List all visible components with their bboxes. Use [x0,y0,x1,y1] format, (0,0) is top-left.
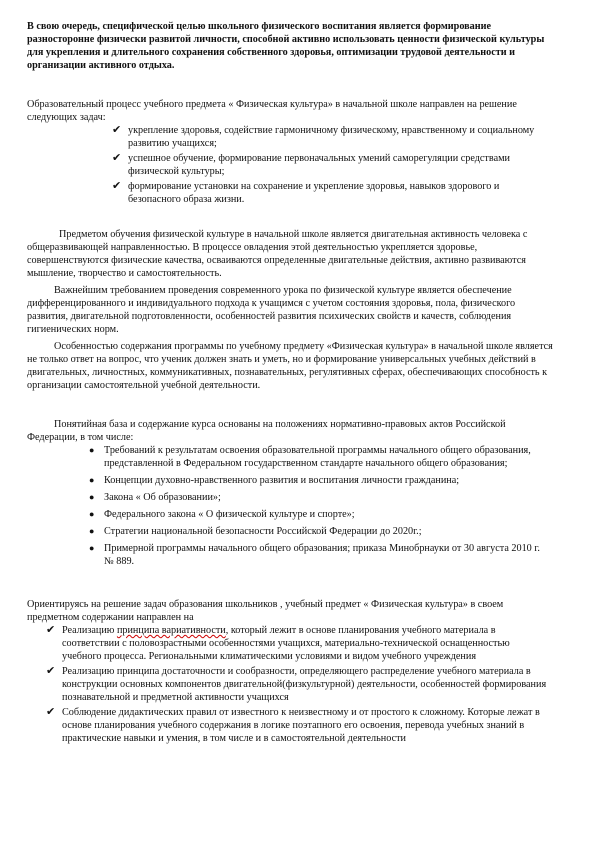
basis-item: ● Требований к результатам освоения образовательной программы начального общего образования, представленной в Федеральном государственном стандарте начального общего образования; [89,445,531,469]
checkmark-icon: ✔ [46,624,56,636]
task-item: ✔ успешное обучение, формирование первоначальных умений саморегуляции средствами физической культуры; [112,152,510,177]
checkmark-icon: ✔ [46,706,56,718]
checkmark-icon: ✔ [112,180,122,192]
checkmark-icon: ✔ [112,152,122,164]
orientation-item: ✔ Реализацию принципа вариативности, который лежит в основе планирования учебного материала в соответствии с половозрастными особенностями учащихся, материально-технической оснащенностью учебного процесса. Региональными климатическими условиями и видом учебного учреждения [46,624,510,662]
basis-item: ● Федерального закона « О физической культуре и спорте»; [89,509,355,520]
bullet-icon: ● [89,543,95,553]
bullet-icon: ● [89,445,95,455]
requirement-paragraph: Важнейшим требованием проведения современного урока по физической культуре является обеспечение дифференцированного и индивидуального подхода к учащимся с учетом состояния здоровья, пола, физического развития, двигательной подготовленности, особенностей развития психических свойств и качеств, соблюдения гигиенических норм. [27,285,516,335]
checkmark-icon: ✔ [46,665,56,677]
basis-paragraph: Понятийная база и содержание курса основаны на положениях нормативно-правовых актов Российской Федерации, в том числе: [27,419,506,443]
orientation-intro-paragraph: Ориентируясь на решение задач образования школьников , учебный предмет « Физическая культура» в своем предметном содержании направлен на [27,599,504,623]
checkmark-icon: ✔ [112,124,122,136]
emphasized-term: принципа вариативности [116,625,226,636]
bullet-icon: ● [89,475,95,485]
task-item: ✔ формирование установки на сохранение и укрепление здоровья, навыков здорового и безопасного образа жизни. [112,180,500,205]
orientation-list [46,624,550,745]
basis-item: ● Закона « Об образовании»; [89,492,221,503]
tasks-list [112,124,548,206]
process-intro-paragraph: Образовательный процесс учебного предмета « Физическая культура» в начальной школе направлен на решение следующих задач: [27,99,517,123]
feature-paragraph: Особенностью содержания программы по учебному предмету «Физическая культура» в начальной школе является не только ответ на вопрос, что ученик должен знать и уметь, но и формирование универсальных учебных действий в двигательных, личностных, коммуникативных, познавательных, регулятивных сферах, обеспечивающих способность к организации самостоятельной учебной деятельности. [27,341,553,391]
basis-item: ● Стратегии национальной безопасности Российской Федерации до 2020г.; [89,526,422,537]
orientation-item: ✔ Реализацию принципа достаточности и сообразности, определяющего распределение учебного материала в конструкции основных компонентов двигательной(физкультурной) деятельности, особенностей формирования познавательной и предметной активности учащихся [46,665,547,703]
orientation-item: ✔ Соблюдение дидактических правил от известного к неизвестному и от простого к сложному. Которые лежат в основе планирования учебного содержания в логике поэтапного его освоения, перевода учебных знаний в практические навыки и умения, в том числе и в самостоятельной деятельности [46,706,540,744]
basis-list [89,444,549,568]
subject-paragraph: Предметом обучения физической культуре в начальной школе является двигательная активность человека с общеразвивающей направленностью. В процессе овладения этой деятельностью укрепляется здоровье, совершенствуются физические качества, осваиваются определенные двигательные действия, активно развиваются мышление, творчество и самостоятельность. [27,229,528,279]
basis-item: ● Концепции духовно-нравственного развития и воспитания личности гражданина; [89,475,460,486]
intro-paragraph: В свою очередь, специфической целью школьного физического воспитания является формирование разносторонне физически развитой личности, способной активно использовать ценности физической культуры для укрепления и длительного сохранения собственного здоровья, оптимизации трудовой деятельности и организации активного отдыха. [27,21,545,71]
bullet-icon: ● [89,509,95,519]
task-item: ✔ укрепление здоровья, содействие гармоничному физическому, нравственному и социальному развитию учащихся; [112,124,535,149]
bullet-icon: ● [89,492,95,502]
basis-item: ● Примерной программы начального общего образования; приказа Минобрнауки от 30 августа 2010 г. № 889. [89,543,540,567]
bullet-icon: ● [89,526,95,536]
